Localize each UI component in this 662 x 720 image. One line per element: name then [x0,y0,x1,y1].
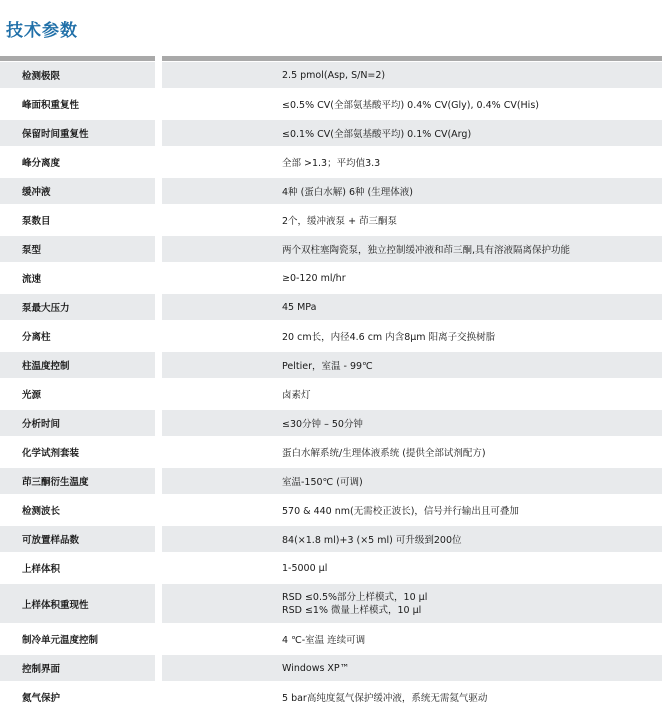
spec-label: 峰面积重复性 [22,100,80,111]
spec-value: 570 & 440 nm(无需校正波长)，信号并行输出且可叠加 [282,506,519,517]
spec-value [162,584,662,623]
spec-label: 检测极限 [0,62,155,88]
table-row [0,497,662,523]
spec-value: 4种 (蛋白水解) 6种 (生理体液) [162,178,662,204]
table-row [0,352,662,378]
spec-label: 分离柱 [22,332,51,343]
spec-value: Windows XP™ [162,655,662,681]
table-row [0,626,662,652]
spec-value: 全部 >1.3；平均值3.3 [282,158,381,169]
spec-label: 茚三酮衍生温度 [0,468,155,494]
spec-label: 泵数目 [22,216,51,227]
spec-label: 泵型 [0,236,155,262]
spec-value: 20 cm长，内径4.6 cm 内含8μm 阳离子交换树脂 [282,332,496,343]
table-row [0,91,662,117]
table-row [0,149,662,175]
header-bar-left [0,56,155,61]
table-row [0,410,662,436]
spec-label: 控制界面 [0,655,155,681]
spec-label: 泵最大压力 [0,294,155,320]
table-row [0,468,662,494]
spec-value: Peltier，室温 - 99℃ [162,352,662,378]
spec-value: ≤0.5% CV(全部氨基酸平均) 0.4% CV(Gly), 0.4% CV(His) [282,100,539,111]
spec-label: 上样体积 [22,564,61,575]
spec-value: 两个双柱塞陶瓷泵，独立控制缓冲液和茚三酮,具有溶液隔离保护功能 [162,236,662,262]
spec-value: ≤30分钟 – 50分钟 [162,410,662,436]
header-bar-right [162,56,662,61]
spec-label: 上样体积重现性 [0,584,155,623]
page-title: 技术参数 [6,21,78,41]
table-row [0,655,662,681]
table-row [0,294,662,320]
table-row [0,381,662,407]
table-row [0,207,662,233]
spec-label: 检测波长 [22,506,61,517]
spec-label: 缓冲液 [0,178,155,204]
table-row [0,684,662,710]
spec-label: 流速 [22,274,42,285]
spec-value-line: RSD ≤0.5%部分上样模式，10 μl [282,591,428,603]
spec-value: 2个，缓冲液泵 + 茚三酮泵 [282,216,398,227]
spec-label: 氦气保护 [22,693,61,704]
table-row [0,120,662,146]
table-row [0,439,662,465]
spec-value: 5 bar高纯度氦气保护缓冲液，系统无需氦气驱动 [282,693,488,704]
spec-table [0,62,662,710]
spec-label: 可放置样品数 [0,526,155,552]
spec-label: 保留时间重复性 [0,120,155,146]
spec-label: 峰分离度 [22,158,61,169]
table-row [0,236,662,262]
table-row [0,178,662,204]
spec-value: ≤0.1% CV(全部氨基酸平均) 0.1% CV(Arg) [162,120,662,146]
spec-value: 2.5 pmol(Asp, S/N=2) [162,62,662,88]
table-row [0,323,662,349]
table-row [0,584,662,623]
spec-value: 卤素灯 [282,390,311,401]
spec-label: 制冷单元温度控制 [22,635,99,646]
spec-value: 4 ℃-室温 连续可调 [282,635,366,646]
spec-value: 室温-150℃ (可调) [162,468,662,494]
table-row [0,62,662,88]
table-row [0,265,662,291]
spec-label: 化学试剂套装 [22,448,80,459]
spec-value: 84(×1.8 ml)+3 (×5 ml) 可升级到200位 [162,526,662,552]
spec-label: 柱温度控制 [0,352,155,378]
spec-value-line: RSD ≤1% 微量上样模式，10 μl [282,604,422,616]
spec-value: 蛋白水解系统/生理体液系统 (提供全部试剂配方) [282,448,486,459]
spec-label: 分析时间 [0,410,155,436]
spec-value: 45 MPa [162,294,662,320]
table-row [0,526,662,552]
table-row [0,555,662,581]
spec-value: ≥0-120 ml/hr [282,272,346,284]
spec-value: 1-5000 μl [282,562,328,574]
spec-label: 光源 [22,390,42,401]
